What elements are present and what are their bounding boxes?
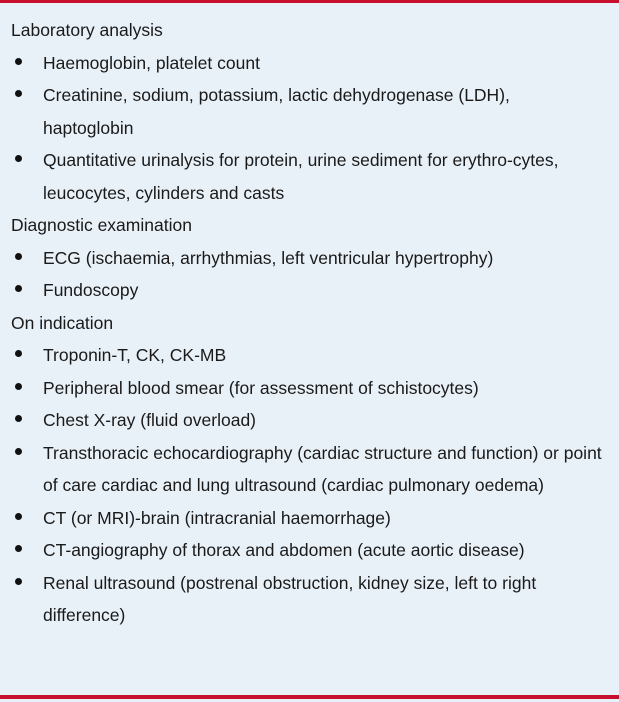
- list-item-text: Haemoglobin, platelet count: [43, 52, 260, 73]
- list-item-text: Peripheral blood smear (for assessment of schistocytes): [43, 377, 479, 398]
- top-rule: [0, 0, 619, 3]
- list-item: [11, 242, 611, 275]
- bullet-icon: [15, 155, 22, 162]
- list-item-text: ECG (ischaemia, arrhythmias, left ventricular hypertrophy): [43, 247, 494, 268]
- list-item-text: Transthoracic echocardiography (cardiac structure and function) or point of care cardiac and lung ultrasound (cardiac pulmonary oedema): [43, 442, 602, 495]
- list-item: [11, 47, 611, 80]
- bullet-icon: [15, 383, 22, 390]
- bullet-icon: [15, 545, 22, 552]
- list-item-text: Renal ultrasound (postrenal obstruction, kidney size, left to right difference): [43, 572, 537, 625]
- bullet-icon: [15, 415, 22, 422]
- on-indication-list: [11, 339, 611, 632]
- bullet-icon: [15, 285, 22, 292]
- list-item-text: Creatinine, sodium, potassium, lactic dehydrogenase (LDH), haptoglobin: [43, 85, 510, 138]
- bullet-icon: [15, 578, 22, 585]
- list-item: [11, 144, 611, 209]
- bullet-icon: [15, 448, 22, 455]
- section-heading-diagnostic: Diagnostic examination: [11, 215, 192, 235]
- content: [11, 14, 611, 632]
- bullet-icon: [15, 253, 22, 260]
- list-item-text: Quantitative urinalysis for protein, urine sediment for erythro-cytes, leucocytes, cylinders and casts: [43, 150, 559, 203]
- section-heading-laboratory: Laboratory analysis: [11, 20, 163, 40]
- bullet-icon: [15, 513, 22, 520]
- list-item-text: Chest X-ray (fluid overload): [43, 410, 256, 430]
- laboratory-list: [11, 47, 611, 210]
- list-item: [11, 534, 611, 567]
- bullet-icon: [15, 58, 22, 65]
- diagnostic-list: [11, 242, 611, 307]
- bottom-rule: [0, 695, 619, 699]
- bullet-icon: [15, 350, 22, 357]
- section-heading-on-indication: On indication: [11, 312, 114, 333]
- bullet-icon: [15, 90, 22, 97]
- list-item: [11, 502, 611, 535]
- list-item-text: Troponin-T, CK, CK-MB: [43, 345, 227, 365]
- list-item-text: CT (or MRI)-brain (intracranial haemorrhage): [43, 507, 391, 528]
- list-item: [11, 437, 611, 502]
- list-item-text: CT-angiography of thorax and abdomen (acute aortic disease): [43, 540, 525, 560]
- list-item: [11, 274, 611, 307]
- list-item: [11, 79, 611, 144]
- list-item: [11, 404, 611, 437]
- list-item: [11, 372, 611, 405]
- list-item: [11, 567, 611, 632]
- list-item: [11, 339, 611, 372]
- list-item-text: Fundoscopy: [43, 280, 139, 300]
